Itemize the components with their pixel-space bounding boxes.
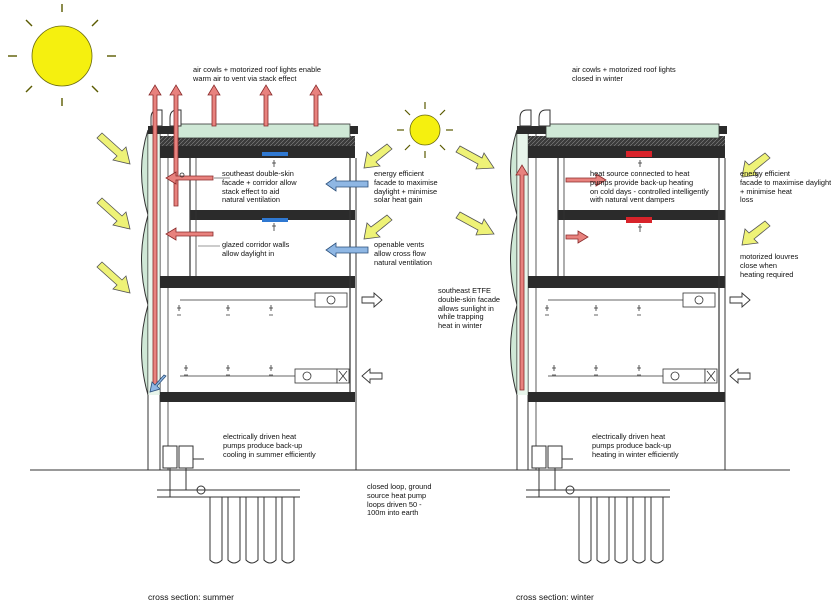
- sun-icon: [8, 4, 116, 106]
- summer-caption: cross section: summer: [148, 592, 234, 602]
- summer-corridor-label: glazed corridor walls allow daylight in: [222, 240, 290, 258]
- winter-sun-icon: [397, 102, 453, 158]
- building-structure: [30, 110, 420, 470]
- winter-heat-pump-system: [526, 446, 670, 563]
- winter-roof-label: air cowls + motorized roof lights closed in winter: [572, 65, 676, 83]
- winter-louvres-label: motorized louvres close when heating required: [740, 252, 799, 279]
- summer-energy-label: energy efficient facade to maximise daylight + minimise solar heat gain: [374, 169, 438, 205]
- winter-air-flow-arrows: [730, 293, 750, 383]
- summer-roof-label: air cowls + motorized roof lights enable warm air to vent via stack effect: [193, 65, 321, 83]
- winter-caption: cross section: winter: [516, 592, 594, 602]
- winter-energy-label: energy efficient facade to maximise daylight + minimise heat loss: [740, 169, 831, 205]
- summer-heat-pump-system: [157, 446, 300, 563]
- etfe-facade-label: southeast ETFE double-skin facade allows sunlight in while trapping heat in winter: [438, 286, 501, 331]
- winter-heat-pumps-label: electrically driven heat pumps produce back-up heating in winter efficiently: [592, 432, 679, 459]
- summer-double-skin-label: southeast double-skin facade + corridor allow stack effect to aid natural ventilation: [222, 169, 297, 205]
- winter-heat-source-label: heat source connected to heat pumps provide back-up heating on cold days - controlled intelligently with natural vent dampers: [590, 169, 709, 205]
- summer-vents-label: openable vents allow cross flow natural ventilation: [374, 240, 432, 267]
- summer-section: [8, 4, 420, 563]
- air-flow-arrows: [362, 293, 382, 383]
- summer-heat-pumps-label: electrically driven heat pumps produce back-up cooling in summer efficiently: [223, 432, 316, 459]
- ground-loop-label: closed loop, ground source heat pump loops driven 50 - 100m into earth: [367, 482, 432, 518]
